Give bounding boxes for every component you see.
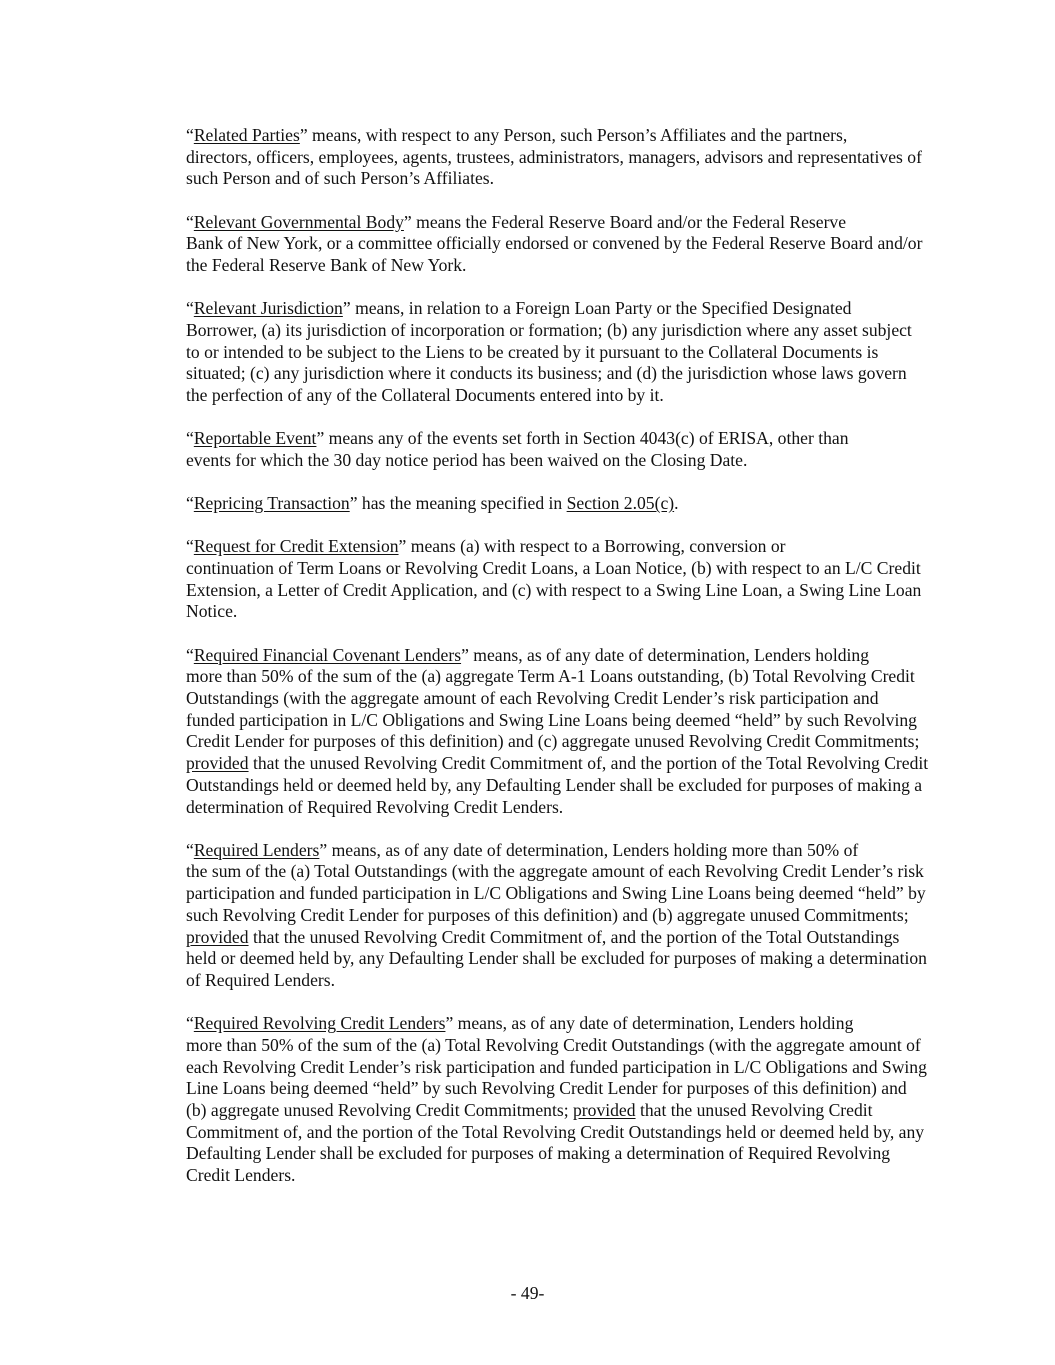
text-run: directors, officers, employees, agents, trustees, administrators, managers, advisors and representatives of — [186, 146, 922, 167]
text-run: such Revolving Credit Lender for purposes of this definition) and (b) aggregate unused Commitments; — [186, 904, 909, 925]
text-run: Bank of New York, or a committee officially endorsed or convened by the Federal Reserve Board and/or — [186, 233, 923, 254]
underlined-reference: provided — [186, 926, 249, 947]
text-run: ” means, with respect to any Person, such Person’s Affiliates and the partners, — [299, 125, 848, 145]
text-run: the sum of the (a) Total Outstandings (with the aggregate amount of each Revolving Credit Lender’s risk — [186, 861, 924, 882]
text-run: held or deemed held by, any Defaulting Lender shall be excluded for purposes of making a determination — [186, 948, 927, 969]
definition-line — [124, 168, 930, 190]
text-run: “ — [186, 428, 194, 449]
page-number: - 49- — [510, 1283, 545, 1303]
definition-line — [124, 450, 930, 472]
text-run: Outstandings (with the aggregate amount of each Revolving Credit Lender’s risk participation and — [186, 688, 879, 709]
definition-line — [124, 731, 930, 753]
text-run: funded participation in L/C Obligations and Swing Line Loans being deemed “held” by such Revolving — [186, 709, 917, 730]
text-run: events for which the 30 day notice period has been waived on the Closing Date. — [186, 449, 748, 470]
definition-line — [124, 558, 930, 580]
text-run: ” has the meaning specified in — [349, 493, 567, 514]
definition-line — [124, 1122, 930, 1144]
definition-line — [124, 580, 930, 602]
text-run: that the unused Revolving Credit — [635, 1100, 873, 1121]
definition-line — [124, 775, 930, 797]
definition-line — [124, 536, 930, 558]
definition-line — [124, 666, 930, 688]
definition-line — [124, 1078, 930, 1100]
text-run: that the unused Revolving Credit Commitment of, and the portion of the Total Revolving Credit — [248, 753, 929, 774]
definition-relevant-governmental-body — [124, 212, 930, 277]
definition-line — [124, 970, 930, 992]
definition-line — [124, 212, 930, 234]
text-run: “ — [186, 298, 194, 319]
text-run: Line Loans being deemed “held” by such Revolving Credit Lender for purposes of this definition) and — [186, 1078, 907, 1099]
definition-line — [124, 797, 930, 819]
text-run: Borrower, (a) its jurisdiction of incorporation or formation; (b) any jurisdiction where any asset subject — [186, 319, 912, 340]
definition-line — [124, 905, 930, 927]
definition-line — [124, 710, 930, 732]
definition-line — [124, 255, 930, 277]
definition-line — [124, 385, 930, 407]
text-run: “ — [186, 125, 194, 145]
text-run: Credit Lenders. — [186, 1165, 296, 1186]
definition-line — [124, 320, 930, 342]
text-run: continuation of Term Loans or Revolving Credit Loans, a Loan Notice, (b) with respect to an L/C Credit — [186, 558, 921, 579]
text-run: “ — [186, 1013, 194, 1034]
text-run: “ — [186, 211, 194, 232]
text-run: . — [674, 493, 679, 514]
definition-request-for-credit-extension — [124, 536, 930, 623]
text-run: ” means (a) with respect to a Borrowing, conversion or — [398, 536, 786, 557]
definition-line — [124, 298, 930, 320]
definition-line — [124, 861, 930, 883]
definition-relevant-jurisdiction — [124, 298, 930, 407]
definition-line — [124, 493, 930, 515]
definition-line — [124, 927, 930, 949]
text-run: Outstandings held or deemed held by, any Defaulting Lender shall be excluded for purposes of making a — [186, 774, 923, 795]
definition-reportable-event — [124, 428, 930, 471]
definition-line — [124, 1165, 930, 1187]
underlined-reference: Section 2.05(c) — [566, 493, 675, 514]
defined-term: Relevant Governmental Body — [193, 211, 404, 232]
text-run: ” means any of the events set forth in Section 4043(c) of ERISA, other than — [316, 428, 849, 449]
text-run: “ — [186, 644, 194, 665]
definition-line — [124, 147, 930, 169]
text-run: more than 50% of the sum of the (a) Total Revolving Credit Outstandings (with the aggregate amount of — [186, 1034, 921, 1055]
underlined-reference: provided — [573, 1100, 636, 1121]
text-run: determination of Required Revolving Credit Lenders. — [186, 796, 564, 817]
text-run: (b) aggregate unused Revolving Credit Commitments; — [186, 1100, 573, 1121]
text-run: to or intended to be subject to the Liens to be created by it pursuant to the Collateral Documents is — [186, 341, 879, 362]
text-run: participation and funded participation in L/C Obligations and Swing Line Loans being deemed “held” by — [186, 883, 926, 904]
text-run: ” means, as of any date of determination, Lenders holding — [461, 644, 870, 665]
text-run: Extension, a Letter of Credit Application, and (c) with respect to a Swing Line Loan, a Swing Line Loan — [186, 579, 922, 600]
definition-line — [124, 948, 930, 970]
text-run: of Required Lenders. — [186, 970, 336, 990]
text-run: Commitment of, and the portion of the Total Revolving Credit Outstandings held or deemed held by, any — [186, 1121, 925, 1142]
defined-term: Required Lenders — [193, 839, 320, 860]
text-run: Defaulting Lender shall be excluded for purposes of making a determination of Required Revolving — [186, 1143, 891, 1164]
definition-line — [124, 342, 930, 364]
text-run: Credit Lender for purposes of this definition) and (c) aggregate unused Revolving Credit Commitments; — [186, 731, 920, 752]
definition-line — [124, 1057, 930, 1079]
definition-line — [124, 125, 930, 147]
definition-repricing-transaction — [124, 493, 930, 515]
definition-line — [124, 688, 930, 710]
text-run: Notice. — [186, 601, 238, 622]
definition-line — [124, 428, 930, 450]
definition-line — [124, 645, 930, 667]
document-body — [124, 125, 930, 1208]
underlined-reference: provided — [186, 753, 249, 774]
text-run: ” means, in relation to a Foreign Loan Party or the Specified Designated — [342, 298, 852, 319]
text-run: the perfection of any of the Collateral Documents entered into by it. — [186, 385, 664, 406]
text-run: “ — [186, 839, 194, 860]
definition-line — [124, 1013, 930, 1035]
text-run: “ — [186, 536, 194, 557]
definition-required-lenders — [124, 840, 930, 992]
definition-required-financial-covenant-lenders — [124, 645, 930, 819]
text-run: “ — [186, 493, 194, 514]
definition-required-revolving-credit-lenders — [124, 1013, 930, 1187]
defined-term: Reportable Event — [193, 428, 317, 449]
defined-term: Required Financial Covenant Lenders — [193, 644, 462, 665]
definition-line — [124, 601, 930, 623]
definition-line — [124, 840, 930, 862]
defined-term: Required Revolving Credit Lenders — [193, 1013, 446, 1034]
definition-line — [124, 233, 930, 255]
defined-term: Request for Credit Extension — [193, 536, 399, 557]
defined-term: Repricing Transaction — [193, 493, 350, 514]
text-run: each Revolving Credit Lender’s risk participation and funded participation in L/C Obligations and Swing — [186, 1056, 927, 1077]
text-run: situated; (c) any jurisdiction where it conducts its business; and (d) the jurisdiction whose laws govern — [186, 363, 907, 384]
definition-line — [124, 753, 930, 775]
text-run: such Person and of such Person’s Affiliates. — [186, 168, 495, 189]
defined-term: Related Parties — [193, 125, 300, 145]
text-run: ” means, as of any date of determination, Lenders holding more than 50% of — [319, 839, 859, 860]
definition-line — [124, 883, 930, 905]
text-run: ” means, as of any date of determination, Lenders holding — [445, 1013, 854, 1034]
definition-line — [124, 1143, 930, 1165]
definition-related-parties — [124, 125, 930, 190]
defined-term: Relevant Jurisdiction — [193, 298, 343, 319]
text-run: ” means the Federal Reserve Board and/or the Federal Reserve — [403, 211, 847, 232]
text-run: that the unused Revolving Credit Commitment of, and the portion of the Total Outstandings — [248, 926, 900, 947]
text-run: more than 50% of the sum of the (a) aggregate Term A-1 Loans outstanding, (b) Total Revolving Credit — [186, 666, 915, 687]
text-run: the Federal Reserve Bank of New York. — [186, 255, 467, 276]
definition-line — [124, 1100, 930, 1122]
definition-line — [124, 363, 930, 385]
definition-line — [124, 1035, 930, 1057]
